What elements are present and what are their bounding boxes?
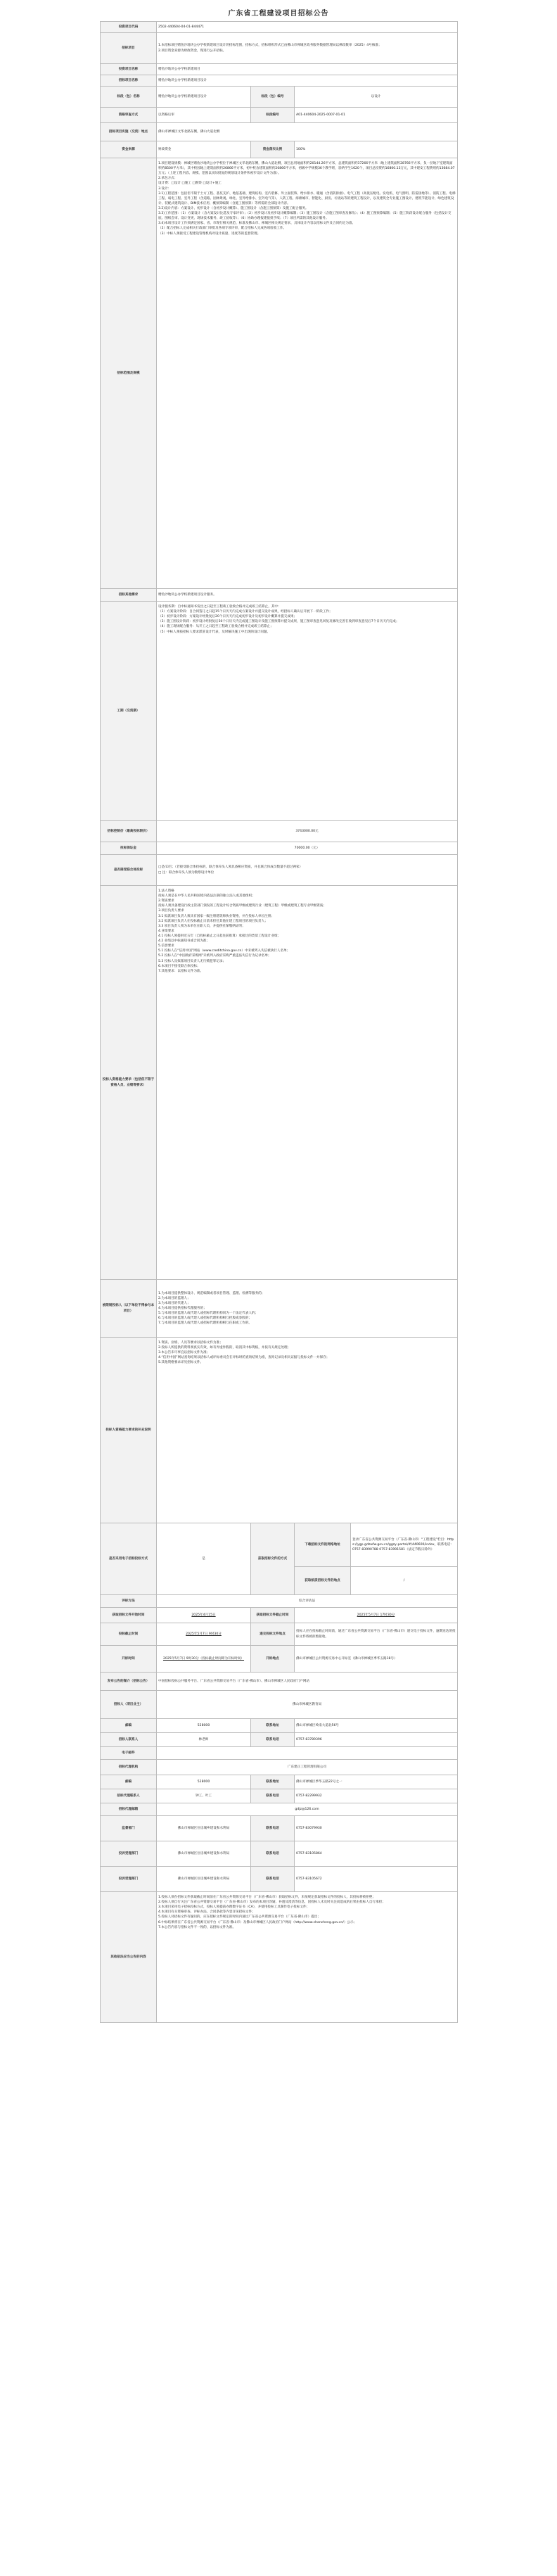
- value-restriction: 1.为本项目提供整体设计、规范编制或者项目管理、监理、检测等服务的； 2.为本项目的监理人； 3.为本项目的代建人； 4.为本项目提供招标代理服务的； 5.与本项目的监理人或代建人或招标代理机构同为一个法定代表人的； 6.与本项目的监理人或代建人或招标代理机构相互控股或参股的； 7.与本项目的监理人或代建人或招标代理机构相互任职或工作的。: [157, 1280, 458, 1338]
- label-tenderer: 招标人（项目业主）: [101, 1691, 157, 1719]
- row-qualification: [101, 886, 458, 1280]
- announcement-document: [100, 0, 457, 2023]
- row-timeline: [101, 602, 458, 821]
- label-tenderer-person: 招标人联系人: [101, 1733, 157, 1747]
- value-supervisor: 佛山市禅城区住房城乡建设和水利局: [157, 1816, 251, 1841]
- label-other-needs: 招标其他需求: [101, 589, 157, 602]
- label-review-tel: 联系电话: [251, 1867, 295, 1892]
- label-location: 招标项目实施（交货）地点: [101, 123, 157, 141]
- label-getdoc-other: 获取纸质招标文件的地点: [295, 1567, 351, 1595]
- row-review: [101, 1867, 458, 1892]
- label-complaint: 投诉受理部门: [101, 1841, 157, 1867]
- value-agency: 广东建正工程管理有限公司: [157, 1760, 458, 1775]
- row-media: [101, 1673, 458, 1691]
- value-doc-end: 2025年5月7日 17时30分: [295, 1608, 458, 1623]
- label-joint-bid: 是否接受联合体投标: [101, 855, 157, 886]
- label-agency-postcode: 邮编: [101, 1775, 157, 1789]
- label-submit-deadline: 投标截止时间: [101, 1623, 157, 1646]
- value-section-code: A01-440604-2025-0007-01-01: [295, 108, 458, 123]
- value-tenderer: 佛山市禅城区教育局: [157, 1691, 458, 1719]
- label-doc-end: 获取招标文件截止时间: [251, 1608, 295, 1623]
- row-agency-postcode: [101, 1775, 458, 1789]
- row-bid-project-name: [101, 75, 458, 87]
- label-review: 投诉受理部门: [101, 1867, 157, 1892]
- label-qualification: 投标人资格能力要求（包括但不限于资格人员、业绩等要求）: [101, 886, 157, 1280]
- value-postcode: 528000: [157, 1719, 251, 1733]
- row-agency-person: [101, 1789, 458, 1803]
- label-agency-address: 联系地址: [251, 1775, 295, 1789]
- value-location: 佛山市禅城区文华北路东侧，佛山大道北侧: [157, 123, 458, 141]
- value-tenderer-email: [157, 1747, 458, 1760]
- label-project-name: 投资项目名称: [101, 64, 157, 75]
- label-open-time: 开标时间: [101, 1646, 157, 1673]
- label-open-place: 开标地点: [251, 1646, 295, 1673]
- announcement-table: [100, 21, 458, 2023]
- label-agency-tel: 联系电话: [251, 1789, 295, 1803]
- label-notes: 其他依法应当公告的内容: [101, 1892, 157, 2023]
- row-scope: [101, 158, 458, 589]
- value-qualification: 1.法人资格 投标人须是在中华人民共和国境内依法注册的独立法人或其他组织； 2.资质要求 投标人须具备建设行政主管部门颁发的工程设计综合资质甲级或建筑行业（建筑工程）甲级或建筑工程专业甲级资质； 3.项目负责人要求 3.1 拟派项目负责人须具有国家一级注册建筑师执业资格，并在投标人单位注册； 3.2 拟派项目负责人在投标截止日前未担任其他在建工程项目的项目负责人； 3.3 项目负责人须为本单位在职人员，并提供社保缴纳证明； 4.业绩要求 4.1 投标人须提供近五年（自投标截止之日起往前推算）承接过的类似工程设计业绩； 4.2 业绩以中标通知书或合同为准； 5.信誉要求 5.1 投标人在“信用中国”网站（www.creditchina.gov.cn）中未被列入失信被执行人名单； 5.2 投标人在“中国政府采购网”未被列入政府采购严重违法失信行为记录名单； 5.3 投标人及拟派项目负责人无行贿犯罪记录； 6.本项目不接受联合体投标； 7.其他要求：以招标文件为准。: [157, 886, 458, 1280]
- label-media: 发布公告的媒介（招标公告）: [101, 1673, 157, 1691]
- row-doc-time: [101, 1608, 458, 1623]
- label-scope: 招标范围及规模: [101, 158, 157, 589]
- row-section: [101, 87, 458, 108]
- value-qual-method: 以资格后审: [157, 108, 251, 123]
- value-eval: 综合评估法: [157, 1595, 458, 1608]
- value-agency-address: 佛山市禅城区季华五路22号之一: [295, 1775, 458, 1789]
- value-bid-project-name: 赠鱼沙地块公办学校新建项目设计: [157, 75, 458, 87]
- value-deposit: 70000.00（元）: [157, 842, 458, 855]
- label-submit-place: 递交投标文件地点: [251, 1623, 295, 1646]
- label-funds-ratio: 资金落实比例: [251, 141, 295, 158]
- row-price-cap: [101, 821, 458, 842]
- row-eval: [101, 1595, 458, 1608]
- value-other-needs: 赠鱼沙地块公办学校新建项目设计服务。: [157, 589, 458, 602]
- value-timeline: 设计服务期：自中标通知书发出之日起至工程竣工验收合格并完成竣工结算止，其中： （1）方案设计阶段：自合同签订之日起15个日历天内完成方案设计并提交设计成果，经招标人确认后开展下一阶段工作； （2）初步设计阶段：方案设计经批复后20个日历天内完成初步设计及初步设计概算并提交成果； （3）施工图设计阶段：初步设计经批复后30个日历天内完成施工图设计及施工图预算并提交成果，施工图审查意见回复及修改完善在收到审查意见后7个日历天内完成； （4）施工现场配合服务：从开工之日起至工程竣工验收合格并完成竣工结算止； （5）中标人须按招标人要求派驻设计代表，及时解决施工中出现的设计问题。: [157, 602, 458, 821]
- label-agency-email: 招标代理邮箱: [101, 1803, 157, 1816]
- value-submit-place: 投标人应在投标截止时间前，通过广东省公共资源交易平台（广东省·佛山市）递交电子投标文件，逾期送达的投标文件将被拒绝接收。: [295, 1623, 458, 1646]
- value-tenderer-tel: 0757-83789396: [295, 1733, 458, 1747]
- row-project-code: [101, 22, 458, 33]
- label-complaint-tel: 联系电话: [251, 1841, 295, 1867]
- value-review: 佛山市禅城区住房城乡建设和水利局: [157, 1867, 251, 1892]
- row-complaint: [101, 1841, 458, 1867]
- value-doc-start: 2025年4月15日: [157, 1608, 251, 1623]
- label-section-code: 标段编号: [251, 108, 295, 123]
- value-open-time: 2025年5月7日 9时30分（投标截止时间即为开标时间）: [157, 1646, 251, 1673]
- label-bid-project: 招标项目: [101, 33, 157, 64]
- label-qual-method: 资格审查方式: [101, 108, 157, 123]
- label-postcode: 邮编: [101, 1719, 157, 1733]
- row-submit: [101, 1623, 458, 1646]
- row-agency-email: [101, 1803, 458, 1816]
- row-deposit: [101, 842, 458, 855]
- label-funds: 资金来源: [101, 141, 157, 158]
- row-credit-rules: [101, 1338, 458, 1523]
- label-supervisor: 监督部门: [101, 1816, 157, 1841]
- row-agency: [101, 1760, 458, 1775]
- label-agency-person: 招标代理联系人: [101, 1789, 157, 1803]
- row-tenderer-person: [101, 1733, 458, 1747]
- label-ebid: 是否采用电子招标投标方式: [101, 1523, 157, 1595]
- row-joint-bid: [101, 855, 458, 886]
- row-tenderer-email: [101, 1747, 458, 1760]
- row-ebid: [101, 1523, 458, 1567]
- label-getdoc-method: 获取招标文件的方式: [251, 1523, 295, 1595]
- label-tenderer-email: 电子邮件: [101, 1747, 157, 1760]
- value-supervisor-tel: 0757-83079930: [295, 1816, 458, 1841]
- value-media: 中国招标投标公共服务平台、广东省公共资源交易平台（广东省·佛山市）、佛山市禅城区人民政府门户网站: [157, 1673, 458, 1691]
- label-tenderer-tel: 联系电话: [251, 1733, 295, 1747]
- value-bid-project: 1.本招标项目赠鱼沙地块公办学校新建项目设计的招标范围，招标方式，招标组织形式已由佛山市禅城区政务服务数据管理局以禅政数审（2025）4号核准； 2.项目资金来源为财政资金，现进行公开招标。: [157, 33, 458, 64]
- value-open-place: 佛山市禅城区公共资源交易中心开标室（佛山市禅城区季华五路18号）: [295, 1646, 458, 1673]
- value-credit-rules: 1.资质、业绩、人员等要求以招标文件为准； 2.投标人所提供的资料须真实有效，如有弄虚作假的，取消其中标资格，并按有关规定处理； 3.本公告未尽事宜以招标文件为准； 4.“信用中国”网站查询结果以招标人或评标委员会在评标时的查询结果为准，查询记录及相关证据与投标文件一并保存； 5.其他资格要求详见招标文件。: [157, 1338, 458, 1523]
- label-deposit: 投标保证金: [101, 842, 157, 855]
- label-section-no: 标段（包）编号: [251, 87, 295, 108]
- value-complaint-tel: 0757-83105864: [295, 1841, 458, 1867]
- label-getdoc-address: 下载招标文件的网络地址: [295, 1523, 351, 1567]
- row-bid-project: [101, 33, 458, 64]
- value-project-code: 2502-440604-04-01-844471: [157, 22, 458, 33]
- value-project-name: 赠鱼沙地块公办学校新建项目: [157, 64, 458, 75]
- label-supervisor-tel: 联系电话: [251, 1816, 295, 1841]
- row-tenderer: [101, 1691, 458, 1719]
- row-supervisor: [101, 1816, 458, 1841]
- value-complaint: 佛山市禅城区住房城乡建设和水利局: [157, 1841, 251, 1867]
- value-joint-bid: □是/☑否；（若接受联合体投标的，联合体牵头人须具备相应资质，并且联合体成员数量不超过两家） □ 注：联合体牵头人须为勘察设计单位: [157, 855, 458, 886]
- value-submit-deadline: 2025年5月7日 9时30分: [157, 1623, 251, 1646]
- label-project-code: 投资项目代码: [101, 22, 157, 33]
- label-doc-start: 获取招标文件开始时间: [101, 1608, 157, 1623]
- label-bid-project-name: 招标项目名称: [101, 75, 157, 87]
- row-tenderer-postcode: [101, 1719, 458, 1733]
- row-project-name: [101, 64, 458, 75]
- row-open: [101, 1646, 458, 1673]
- label-address: 联系地址: [251, 1719, 295, 1733]
- row-notes: [101, 1892, 458, 2023]
- value-price-cap: 3743000.00元: [157, 821, 458, 842]
- value-section-no: 以设计: [295, 87, 458, 108]
- value-getdoc-address[interactable]: 登录广东省公共资源交易平台（广东省·佛山市）“工程建设”栏目：https://ygp.gdzwfw.gov.cn/ggzy-portal/#/440600/index，联系电话：0757-83990788 0757-83991581（法定节假日除外）: [351, 1523, 458, 1567]
- value-getdoc-other: /: [351, 1567, 458, 1595]
- row-location: [101, 123, 458, 141]
- value-agency-postcode: 528000: [157, 1775, 251, 1789]
- row-qualification-method: [101, 108, 458, 123]
- value-notes: 1.投标人须在招标文件获取截止时间前在广东省公共资源交易平台（广东省·佛山市）获取招标文件，未按规定获取招标文件的投标人，其投标将被拒绝； 2.投标人须自行关注广东省公共资源交易平台（广东省·佛山市）发布的本项目答疑、补遗及澄清等信息，因投标人未及时关注而造成的后果由投标人自行承担； 3.本项目采用电子招标投标方式，投标人须提前办理数字证书（CA），并使用投标工具制作电子投标文件； 4.本项目有关资格审查、评标办法、合同条款等内容详见招标文件； 5.投标人对招标文件有疑问的，应在招标文件规定的时间内通过广东省公共资源交易平台（广东省·佛山市）提出； 6.中标结果将在广东省公共资源交易平台（广东省·佛山市）及佛山市禅城区人民政府门户网站（http://www.chancheng.gov.cn/）公示； 7.本公告内容与招标文件不一致的，以招标文件为准。: [157, 1892, 458, 2023]
- value-agency-tel: 0757-82299932: [295, 1789, 458, 1803]
- value-ebid: 是: [157, 1523, 251, 1595]
- value-tenderer-person: 林老师: [157, 1733, 251, 1747]
- value-review-tel: 0757-83105672: [295, 1867, 458, 1892]
- label-timeline: 工期（交货期）: [101, 602, 157, 821]
- value-address: 佛山市禅城区岭南大道北56号: [295, 1719, 458, 1733]
- row-other-needs: [101, 589, 458, 602]
- value-section: 赠鱼沙地块公办学校新建项目设计: [157, 87, 251, 108]
- value-agency-email[interactable]: gdjz@126.com: [157, 1803, 458, 1816]
- value-funds-ratio: 100%: [295, 141, 458, 158]
- value-agency-person: 钟工、叶工: [157, 1789, 251, 1803]
- label-price-cap: 招标控制价（最高投标限价）: [101, 821, 157, 842]
- value-funds: 财政资金: [157, 141, 251, 158]
- label-credit-rules: 投标人资格能力要求的补充说明: [101, 1338, 157, 1523]
- label-eval: 评标方法: [101, 1595, 157, 1608]
- page-title: 广东省工程建设项目招标公告: [228, 10, 329, 18]
- row-funds: [101, 141, 458, 158]
- label-agency: 招标代理机构: [101, 1760, 157, 1775]
- value-scope: 1.项目建设规模：禅城区赠鱼沙地块公办学校位于禅城区文华北路东侧，佛山大道北侧，项目总用地面积约20144.26平方米，总建筑面积约37266平方米（地上建筑面积28766平方米，负一层地下室建筑面积约8500平方米），其中校园地上建筑面积约26866平方米，初中校舍建筑面积约20866平方米，初级中学规模36个教学班，容纳学生1620个，项目总投资约16800.13万元，其中建安工程费用约13684.07万元；（上述工程内容、规模、范围以实际批复的规划设计条件和初步设计文件为准）。 2.承包方式： 设计费：□设计 □施工 □勘察 □设计+施工 3.设计： 3.1)工程范围：包括但不限于土方工程、基坑支护、地基基础、建筑结构、室内装修、外立面装饰、给水排水、暖通（含消防排烟）、电气工程（高低压配电、发电机、电气照明、防雷接地等）、消防工程、电梯工程、弱电工程、室外工程（含道路、园林景观、绿化、室外给排水、室外电气等）、人防工程、海绵城市、智能化、厨房、垃圾站等的建筑工程设计，以及建筑全专业施工图设计、建筑节能设计、绿色建筑设计、装配式建筑设计、BIM技术应用、概预算编制（含施工图预算）等所需的全部设计内容。 3.2)设计内容：方案设计、初步设计（含初步设计概算）、施工图设计（含施工图预算）及施工配合服务。 3.3)工作范围：（1）方案设计（含方案设计比选及专家评审）；（2）初步设计及初步设计概算编制；（3）施工图设计（含施工图审查及修改）；（4）施工图预算编制；（5）施工阶段设计配合服务（包括设计交底、图纸会审、设计变更、现场技术服务、竣工验收等）；（6）协助办理报建报批手续；（7）项目所需的其他设计服务。 3.4)本项目设计工作须满足国家、省、市现行相关规范、标准及佛山市、禅城区相关规定要求，具体设计内容以招标文件及合同约定为准。 （2）配合招标人完成相关行政部门审批及各项专项评审，配合招标人完成各项验收工作。 （3）中标人须接受工程建设管理机构对设计质量、进度等的监督管理。: [157, 158, 458, 589]
- label-section: 标段（包）名称: [101, 87, 157, 108]
- label-restriction: 被限制投标人（以下单位不得参与本项目）: [101, 1280, 157, 1338]
- row-restriction: [101, 1280, 458, 1338]
